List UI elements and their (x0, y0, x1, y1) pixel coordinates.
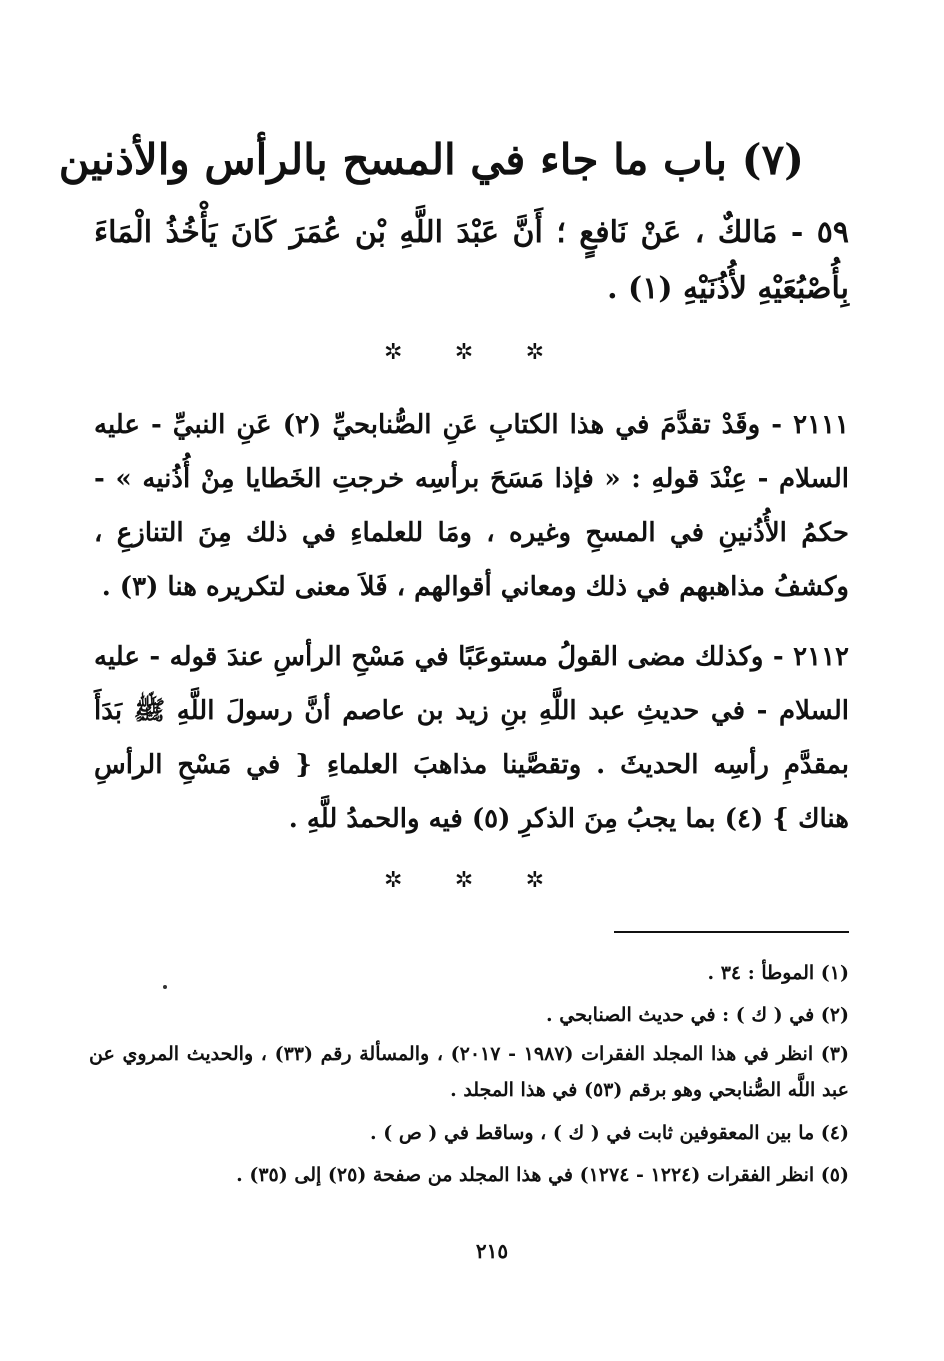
star-ornament-icon: ✲ (454, 868, 474, 893)
star-ornament-icon: ✲ (384, 340, 403, 365)
footnotes-list (89, 952, 849, 1196)
section-separator (384, 338, 544, 368)
footnote-3: (٣) انظر في هذا المجلد الفقرات (١٩٨٧ - ٢٠١٧) ، والمسألة رقم (٣٣) ، والحديث المروي عن عبد اللَّه الصُّنابحي وهو برقم (٥٣) في هذا المجلد . (89, 1043, 849, 1101)
footnote-1: (١) الموطأ : ٣٤ . (707, 962, 849, 984)
chapter-title: (٧) باب ما جاء في المسح بالرأس والأذنين (58, 135, 804, 184)
footnote-5: (٥) انظر الفقرات (١٢٢٤ - ١٢٧٤) في هذا المجلد من صفحة (٢٥) إلى (٣٥) . (236, 1164, 849, 1186)
star-ornament-icon: ✲ (384, 868, 403, 893)
footnote-divider (614, 931, 849, 933)
hadith-text: ٥٩ - مَالكٌ ، عَنْ نَافعٍ ؛ أَنَّ عَبْدَ اللَّهِ بْن عُمَرَ كَانَ يَأْخُذُ الْمَاءَ بِأُصْبُعَيْهِ لأُذُنَيْهِ (١) . (94, 215, 849, 306)
paragraph-2111: ٢١١١ - وقَدْ تقدَّمَ في هذا الكتابِ عَنِ الصُّنابحيِّ (٢) عَنِ النبيِّ - عليه السلام - عِنْدَ قولهِ : « فإذا مَسَحَ برأسِه خرجتِ الخَطايا مِنْ أُذُنيه » - حكمُ الأُذُنينِ في المسحِ وغيره ، ومَا للعلماءِ في ذلك مِنَ التنازعِ ، وكشفُ مذاهبهم في ذلك ومعاني أقوالهم ، فَلاَ معنى لتكريره هنا (٣) . (94, 410, 849, 602)
star-ornament-icon: ✲ (525, 868, 544, 893)
page-number: ٢١٥ (475, 1239, 509, 1263)
star-ornament-icon: ✲ (454, 340, 474, 365)
section-separator (384, 866, 544, 896)
paragraph-2112: ٢١١٢ - وكذلك مضى القولُ مستوعَبًا في مَسْحِ الرأسِ عندَ قوله - عليه السلام - في حديثِ عبد اللَّهِ بنِ زيد بن عاصم أنَّ رسولَ اللَّهِ ﷺ بَدَأَ بمقدَّمِ رأسِه الحديثَ . وتقصَّينا مذاهبَ العلماءِ { في مَسْحِ الرأسِ هناك } (٤) بما يجبُ مِنَ الذكرِ (٥) فيه والحمدُ للَّهِ . (94, 642, 849, 834)
footnote-2: (٢) في ( ك ) : في حديث الصنابحي . (546, 1004, 849, 1026)
footnote-4: (٤) ما بين المعقوفين ثابت في ( ك ) ، وساقط في ( ص ) . (369, 1122, 849, 1144)
star-ornament-icon: ✲ (525, 340, 544, 365)
scan-speck (163, 985, 167, 989)
